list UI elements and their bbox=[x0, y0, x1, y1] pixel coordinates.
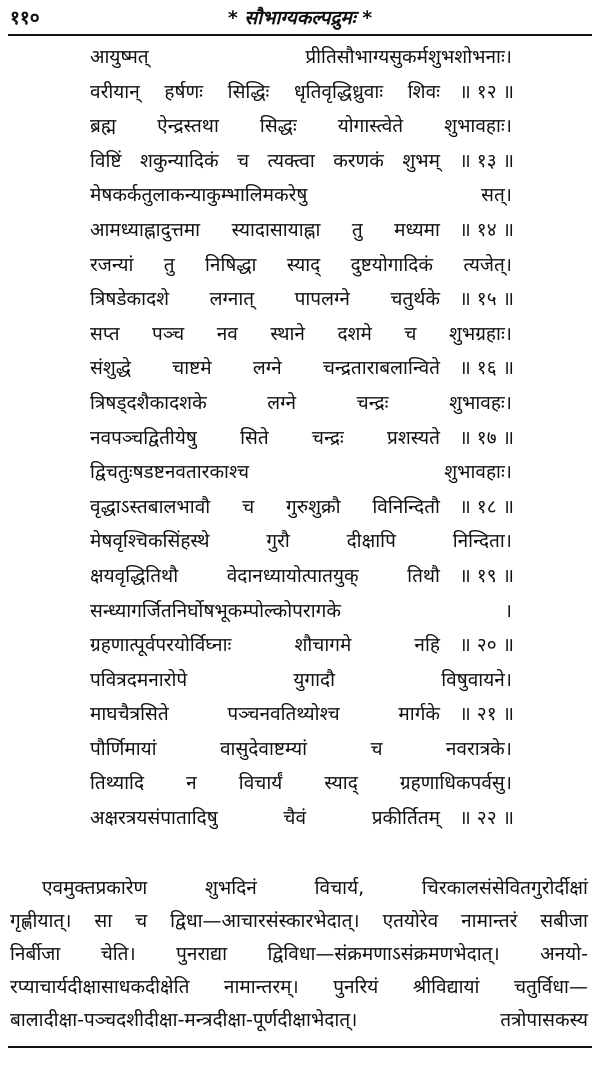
verse-number: ॥ २२ ॥ bbox=[459, 807, 514, 830]
verse-word: शुभावहः। bbox=[449, 391, 512, 414]
verse-word: चन्द्रताराबलान्विते bbox=[322, 357, 440, 380]
verse-word: वेदानध्यायोत्पातयुक् bbox=[226, 564, 359, 587]
verse-word: प्रीतिसौभाग्यसुकर्मशुभशोभनाः। bbox=[305, 46, 512, 68]
verse-word: मार्गके bbox=[398, 703, 440, 726]
verse-word: वरीयान् bbox=[90, 80, 140, 103]
verse-line bbox=[0, 594, 600, 629]
verse-word: ऐन्द्रस्तथा bbox=[157, 115, 219, 138]
verse-word: च bbox=[237, 149, 250, 172]
prose-word: पुनराद्या bbox=[176, 943, 228, 965]
verse-number: ॥ १५ ॥ bbox=[459, 288, 514, 311]
verse-word: त्रिषडेकादशे bbox=[90, 288, 170, 311]
verse-word: त्यक्त्वा bbox=[267, 149, 315, 172]
verse-word: माघचैत्रसिते bbox=[90, 703, 169, 726]
verse-line bbox=[0, 109, 600, 144]
prose-word: सबीजा bbox=[540, 910, 588, 932]
verse-number: ॥ २० ॥ bbox=[459, 634, 514, 657]
verse-word: पौर्णिमायां bbox=[90, 737, 157, 760]
verse-line bbox=[0, 282, 600, 317]
verse-text bbox=[90, 44, 512, 70]
verse-word: मध्यमा bbox=[394, 218, 440, 241]
prose-word: चेति। bbox=[100, 943, 136, 965]
verse-number: ॥ १४ ॥ bbox=[459, 218, 514, 241]
verse-text bbox=[90, 805, 440, 831]
verse-word: आमध्याह्नादुत्तमा bbox=[90, 218, 201, 241]
prose-word: बालादीक्षा-पञ्चदशीदीक्षा-मन्त्रदीक्षा-पूर्णदीक्षाभेदात्। bbox=[10, 1009, 358, 1031]
verse-word: मेषवृश्चिकसिंहस्थे bbox=[90, 530, 210, 553]
verse-word: गुरुशुक्रौ bbox=[286, 495, 341, 518]
verse-word: द्विचतुःषडष्टनवतारकाश्च bbox=[90, 461, 250, 484]
verse-text bbox=[90, 494, 440, 520]
verse-word: स्याद् bbox=[324, 772, 358, 795]
prose-word: श्रीविद्यायां bbox=[412, 976, 480, 998]
verse-text bbox=[90, 182, 512, 208]
prose-word: चिरकालसंसेवितगुरोर्दीक्षां bbox=[421, 877, 588, 899]
prose-word: गृह्णीयात्। bbox=[10, 910, 72, 932]
verse-word: नव bbox=[216, 322, 238, 345]
verse-word: पञ्च bbox=[152, 322, 185, 345]
verse-text bbox=[90, 425, 440, 451]
prose-line bbox=[10, 872, 588, 905]
verse-word: नहि bbox=[414, 634, 440, 657]
verse-word: निन्दिता। bbox=[452, 530, 512, 553]
verse-word: सप्त bbox=[90, 322, 120, 345]
verse-line bbox=[0, 421, 600, 456]
verse-word: चन्द्रः bbox=[356, 391, 389, 414]
verse-word: ग्रहणाधिकपर्वसु। bbox=[399, 772, 512, 795]
verse-text bbox=[90, 113, 512, 139]
verse-line bbox=[0, 490, 600, 525]
verse-text bbox=[90, 355, 440, 381]
verse-word: ब्रह्म bbox=[90, 115, 117, 138]
verse-word: स्यादासायाह्ना bbox=[231, 218, 321, 241]
verse-text bbox=[90, 701, 440, 727]
verse-word: नवरात्रके। bbox=[445, 737, 512, 760]
prose-line bbox=[10, 971, 588, 1004]
verse-word: न bbox=[186, 772, 197, 795]
verse-word: शुभम् bbox=[402, 149, 440, 172]
verse-word: शकुन्यादिकं bbox=[139, 149, 219, 172]
verse-word: शुभावहाः। bbox=[444, 461, 512, 484]
verse-line bbox=[0, 317, 600, 352]
verse-word: प्रकीर्तितम् bbox=[371, 807, 440, 830]
verse-line bbox=[0, 351, 600, 386]
verse-word: लग्नात् bbox=[209, 288, 255, 311]
verse-word: सत्। bbox=[481, 184, 512, 207]
verse-line bbox=[0, 248, 600, 283]
verse-word: स्थाने bbox=[270, 322, 305, 345]
verse-word: रजन्यां bbox=[90, 253, 134, 276]
verse-word: लग्ने bbox=[252, 357, 282, 380]
prose-word: नामान्तरम्। bbox=[223, 976, 299, 998]
verse-word: सिद्धः bbox=[259, 115, 297, 138]
verse-word: शिवः bbox=[407, 80, 440, 103]
verse-line bbox=[0, 697, 600, 732]
header-rule bbox=[8, 34, 592, 36]
verse-word: तिथौ bbox=[407, 564, 440, 587]
verse-word: चैवं bbox=[283, 807, 307, 830]
prose-line bbox=[10, 905, 588, 938]
verse-word: दशमे bbox=[337, 322, 372, 345]
prose-word: पुनरियं bbox=[333, 976, 379, 998]
verse-word: प्रशस्यते bbox=[387, 426, 440, 449]
page-number: ११० bbox=[10, 7, 40, 29]
verse-line bbox=[0, 455, 600, 490]
verse-text bbox=[90, 459, 512, 485]
verse-text bbox=[90, 390, 512, 416]
verse-word: विष्टिं bbox=[90, 149, 122, 172]
verse-line bbox=[0, 801, 600, 836]
verse-word: च bbox=[404, 322, 417, 345]
verse-line bbox=[0, 559, 600, 594]
prose-word: सा bbox=[94, 910, 113, 932]
verse-word: चन्द्रः bbox=[311, 426, 344, 449]
verse-number: ॥ १३ ॥ bbox=[459, 149, 514, 172]
verse-word: नवपञ्चद्वितीयेषु bbox=[90, 426, 197, 449]
prose-word: शुभदिनं bbox=[205, 877, 257, 899]
verse-word: मेषकर्कतुलाकन्याकुम्भालिमकरेषु bbox=[90, 184, 308, 207]
verse-word: । bbox=[504, 599, 512, 622]
verse-word: सिते bbox=[240, 426, 269, 449]
verse-number: ॥ १८ ॥ bbox=[459, 495, 514, 518]
verse-word: ग्रहणात्पूर्वपरयोर्विघ्नाः bbox=[90, 634, 232, 657]
verse-block bbox=[0, 40, 600, 836]
verse-number: ॥ १२ ॥ bbox=[459, 80, 514, 103]
verse-word: विचार्यं bbox=[238, 772, 283, 795]
verse-word: शौचागमे bbox=[294, 634, 352, 657]
verse-text bbox=[90, 667, 512, 693]
verse-line bbox=[0, 144, 600, 179]
prose-word: निर्बीजा bbox=[10, 943, 61, 965]
verse-word: च bbox=[370, 737, 383, 760]
verse-word: तु bbox=[163, 253, 175, 276]
verse-line bbox=[0, 40, 600, 75]
verse-word: दुष्टयोगादिकं bbox=[350, 253, 433, 276]
verse-word: सन्ध्यागर्जितनिर्घोषभूकम्पोल्कोपरागके bbox=[90, 599, 341, 622]
verse-text bbox=[90, 217, 440, 243]
verse-word: शुभग्रहाः। bbox=[448, 322, 512, 345]
verse-word: संशुद्धे bbox=[90, 357, 131, 380]
verse-word: योगास्त्वेते bbox=[337, 115, 404, 138]
verse-word: त्यजेत्। bbox=[463, 253, 512, 276]
verse-text bbox=[90, 286, 440, 312]
verse-text bbox=[90, 252, 512, 278]
prose-word: अनयो- bbox=[540, 943, 588, 965]
verse-number: ॥ २१ ॥ bbox=[459, 703, 514, 726]
verse-word: च bbox=[242, 495, 255, 518]
verse-line bbox=[0, 663, 600, 698]
verse-word: विनिन्दितौ bbox=[372, 495, 440, 518]
verse-word: वासुदेवाष्टम्यां bbox=[219, 737, 308, 760]
verse-text bbox=[90, 79, 440, 105]
prose-line bbox=[10, 1004, 588, 1037]
verse-word: धृतिवृद्धिध्रुवाः bbox=[294, 80, 384, 103]
verse-line bbox=[0, 213, 600, 248]
prose-word: एतयोरेव bbox=[382, 910, 439, 932]
verse-word: क्षयवृद्धितिथौ bbox=[90, 564, 179, 587]
verse-line bbox=[0, 732, 600, 767]
prose-word: द्विविधा—संक्रमणाऽसंक्रमणभेदात्। bbox=[267, 943, 500, 965]
verse-word: पञ्चनवतिथ्योश्च bbox=[227, 703, 340, 726]
verse-text bbox=[90, 148, 440, 174]
verse-word: युगादौ bbox=[293, 668, 336, 691]
prose-word: विचार्य, bbox=[314, 877, 365, 899]
verse-line bbox=[0, 766, 600, 801]
prose-word: एवमुक्तप्रकारेण bbox=[42, 877, 148, 899]
prose-word: चतुर्विधा— bbox=[513, 976, 588, 998]
verse-line bbox=[0, 524, 600, 559]
verse-number: ॥ १९ ॥ bbox=[459, 564, 514, 587]
verse-line bbox=[0, 178, 600, 213]
verse-text bbox=[90, 528, 512, 554]
verse-text bbox=[90, 321, 512, 347]
verse-number: ॥ १७ ॥ bbox=[459, 426, 514, 449]
verse-word: निषिद्धा bbox=[204, 253, 257, 276]
verse-word: चाष्टमे bbox=[172, 357, 212, 380]
verse-text bbox=[90, 770, 512, 796]
verse-word: हर्षणः bbox=[164, 80, 204, 103]
prose-word: च bbox=[135, 910, 148, 932]
verse-word: विषुवायने। bbox=[441, 668, 512, 691]
verse-word: तु bbox=[351, 218, 363, 241]
verse-word: दीक्षापि bbox=[346, 530, 396, 553]
verse-word: लग्ने bbox=[267, 391, 297, 414]
verse-text bbox=[90, 632, 440, 658]
verse-word: गुरौ bbox=[266, 530, 290, 553]
verse-word: तिथ्यादि bbox=[90, 772, 145, 795]
prose-word: द्विधा—आचारसंस्कारभेदात्। bbox=[170, 910, 360, 932]
verse-word: अक्षरत्रयसंपातादिषु bbox=[90, 807, 218, 830]
prose-word: नामान्तरं bbox=[461, 910, 518, 932]
verse-line bbox=[0, 75, 600, 110]
verse-word: स्याद् bbox=[286, 253, 321, 276]
verse-word: चतुर्थके bbox=[390, 288, 440, 311]
verse-word: पवित्रदमनारोपे bbox=[90, 668, 188, 691]
prose-line bbox=[10, 938, 588, 971]
verse-word: आयुष्मत् bbox=[90, 46, 149, 68]
prose-word: तत्रोपासकस्य bbox=[500, 1009, 588, 1031]
verse-word: त्रिषड्दशैकादशके bbox=[90, 391, 207, 414]
verse-number: ॥ १६ ॥ bbox=[459, 357, 514, 380]
verse-text bbox=[90, 598, 512, 624]
verse-word: पापलग्ने bbox=[294, 288, 350, 311]
verse-word: शुभावहाः। bbox=[444, 115, 512, 138]
verse-text bbox=[90, 563, 440, 589]
verse-text bbox=[90, 736, 512, 762]
verse-word: सिद्धिः bbox=[227, 80, 270, 103]
verse-word: करणकं bbox=[333, 149, 384, 172]
verse-line bbox=[0, 628, 600, 663]
verse-line bbox=[0, 386, 600, 421]
verse-word: वृद्धाऽस्तबालभावौ bbox=[90, 495, 211, 518]
footer-rule bbox=[8, 1046, 592, 1048]
running-title: * सौभाग्यकल्पद्रुमः * bbox=[227, 7, 373, 29]
prose-word: रप्याचार्यदीक्षासाधकदीक्षेति bbox=[10, 976, 190, 998]
prose-paragraph bbox=[10, 872, 588, 1037]
page-header bbox=[0, 0, 600, 38]
